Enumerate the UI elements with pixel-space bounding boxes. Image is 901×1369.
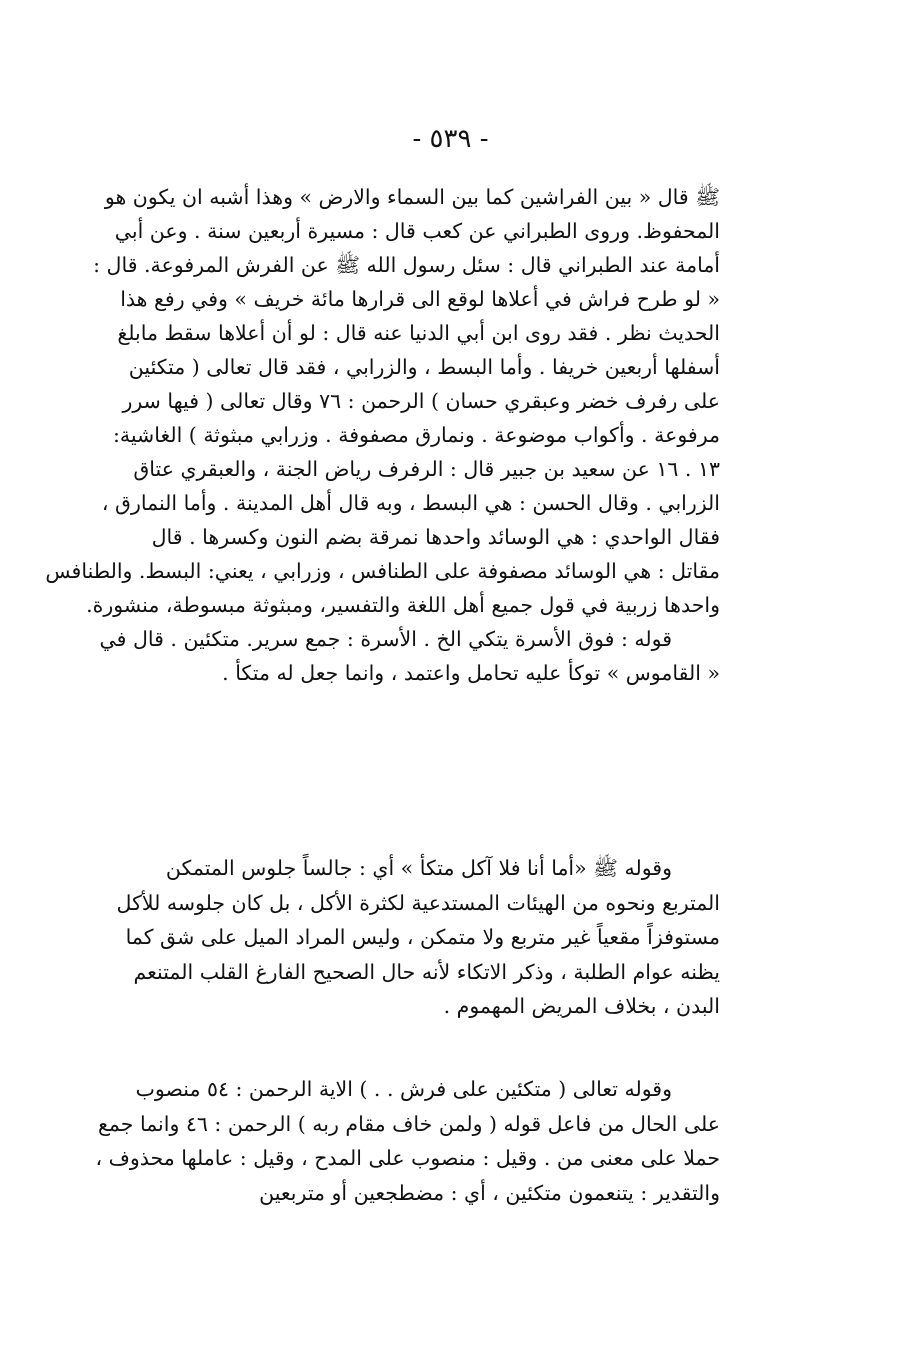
text-line: المحفوظ. وروى الطبراني عن كعب قال : مسيرة أربعين سنة . وعن أبي <box>114 219 720 243</box>
text-line: « القاموس » توكأ عليه تحامل واعتمد ، وانما جعل له متكأ . <box>222 661 720 685</box>
text-line: وقوله تعالى ( متكئين على فرش . . ) الاية الرحمن : ٥٤ منصوب <box>135 1077 672 1101</box>
text-line: ١٣ . ١٦ عن سعيد بن جبير قال : الرفرف رياض الجنة ، والعبقري عتاق <box>133 457 720 481</box>
text-line: مستوفزاً مقعياً غير متربع ولا متمكن ، وليس المراد الميل على شق كما <box>125 925 720 949</box>
text-line: أمامة عند الطبراني قال : سئل رسول الله ﷺ عن الفرش المرفوعة. قال : <box>93 253 720 277</box>
text-line: مرفوعة . وأكواب موضوعة . ونمارق مصفوفة . وزرابي مبثوثة ) الغاشية: <box>112 423 720 447</box>
paragraph-1 <box>45 180 720 690</box>
text-line: ﷺ قال « بين الفراشين كما بين السماء والارض » وهذا أشبه ان يكون هو <box>104 185 720 209</box>
page-number: - ٥٣٩ - <box>412 124 489 154</box>
text-line: والتقدير : يتنعمون متكئين ، أي : مضطجعين أو متربعين <box>259 1180 720 1205</box>
paragraph-2 <box>116 851 720 1024</box>
text-line: على رفرف خضر وعبقري حسان ) الرحمن : ٧٦ وقال تعالى ( فيها سرر <box>122 389 720 413</box>
text-line: واحدها زربية في قول جميع أهل اللغة والتفسير، ومبثوثة مبسوطة، منشورة. <box>86 593 720 617</box>
text-line: حملا على معنى من . وقيل : منصوب على المدح ، وقيل : عاملها محذوف ، <box>95 1146 720 1170</box>
text-line: الحديث نظر . فقد روى ابن أبي الدنيا عنه قال : لو أن أعلاها سقط مابلغ <box>117 321 720 345</box>
text-line: وقوله ﷺ «أما أنا فلا آكل متكأ » أي : جالساً جلوس المتمكن <box>165 856 672 880</box>
text-line: الزرابي . وقال الحسن : هي البسط ، وبه قال أهل المدينة . وأما النمارق ، <box>101 491 720 515</box>
text-line: مقاتل : هي الوسائد مصفوفة على الطنافس ، وزرابي ، يعني: البسط. والطنافس <box>45 559 720 583</box>
text-line: يظنه عوام الطلبة ، وذكر الاتكاء لأنه حال الصحيح الفارغ القلب المتنعم <box>133 959 720 984</box>
text-line: فقال الواحدي : هي الوسائد واحدها نمرقة بضم النون وكسرها . قال <box>151 525 720 549</box>
paragraph-3 <box>95 1072 720 1210</box>
text-line: قوله : فوق الأسرة يتكي الخ . الأسرة : جمع سرير. متكئين . قال في <box>99 627 672 651</box>
text-line: « لو طرح فراش في أعلاها لوقع الى قرارها مائة خريف » وفي رفع هذا <box>120 287 720 311</box>
text-line: على الحال من فاعل قوله ( ولمن خاف مقام ربه ) الرحمن : ٤٦ وانما جمع <box>98 1111 720 1136</box>
text-line: المتربع ونحوه من الهيئات المستدعية لكثرة الأكل ، بل كان جلوسه للأكل <box>116 890 720 915</box>
text-line: أسفلها أربعين خريفا . وأما البسط ، والزرابي ، فقد قال تعالى ( متكئين <box>128 355 720 379</box>
text-line: البدن ، بخلاف المريض المهموم . <box>443 994 720 1018</box>
